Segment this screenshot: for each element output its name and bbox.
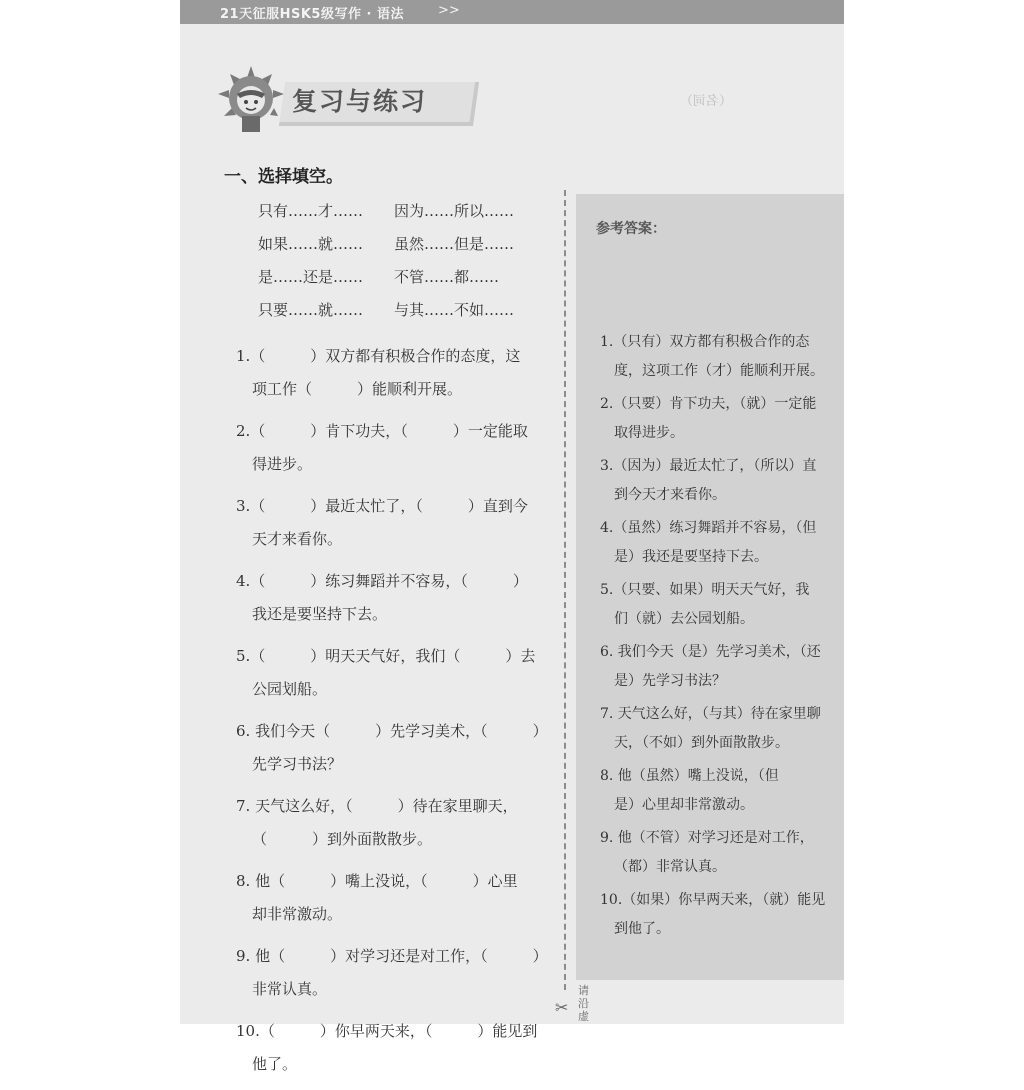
exercise-list	[236, 340, 556, 1090]
exercise-line: 8. 他（ ）嘴上没说，（ ）心里	[236, 872, 518, 890]
answer-line-continued: （都）非常认真。	[614, 859, 726, 875]
book-page	[180, 0, 844, 1073]
exercise-line-continued: 却非常激动。	[252, 905, 343, 923]
exercise-line-continued: 我还是要坚持下去。	[252, 605, 388, 623]
answer-line: 8. 他（虽然）嘴上没说，（但	[600, 768, 779, 784]
exercise-line-continued: 得进步。	[252, 455, 313, 473]
exercise-item	[236, 565, 556, 631]
answer-item	[600, 886, 844, 944]
exercise-line-continued: 项工作（ ）能顺利开展。	[252, 380, 463, 398]
answer-item	[600, 700, 844, 758]
exercise-item	[236, 865, 556, 931]
header-arrows: >>	[438, 3, 460, 18]
exercise-line: 10.（ ）你早两天来，（ ）能见到	[236, 1022, 538, 1040]
conjunction-left: 只要……就……	[258, 301, 364, 319]
answer-line: 7. 天气这么好，（与其）待在家里聊	[600, 706, 821, 722]
answer-line: 6. 我们今天（是）先学习美术，（还	[600, 644, 821, 660]
running-header	[180, 0, 844, 24]
answer-item	[600, 514, 844, 572]
conjunction-left: 如果……就……	[258, 235, 364, 253]
answer-line-continued: 是）心里却非常激动。	[614, 797, 754, 813]
conjunction-row	[258, 200, 558, 233]
answer-line-continued: 天，（不如）到外面散散步。	[614, 735, 789, 751]
answer-line: 10.（如果）你早两天来，（就）能见	[600, 892, 826, 908]
exercise-line: 5.（ ）明天天气好，我们（ ）去	[236, 647, 536, 665]
section-banner	[212, 64, 442, 134]
exercise-line: 7. 天气这么好，（ ）待在家里聊天，	[236, 797, 518, 815]
conjunction-row	[258, 266, 558, 299]
exercise-line-continued: 先学习书法？	[252, 755, 343, 773]
cut-instruction: 请沿虚	[578, 984, 589, 1023]
conjunction-left: 是……还是……	[258, 268, 364, 286]
section-title: 一、选择填空。	[224, 167, 343, 187]
answer-item	[600, 390, 844, 448]
conjunction-right: 与其……不如……	[394, 301, 515, 319]
answer-line-continued: 们（就）去公园划船。	[614, 611, 754, 627]
exercise-item	[236, 340, 556, 406]
answer-line-continued: 取得进步。	[614, 425, 684, 441]
exercise-line: 6. 我们今天（ ）先学习美术，（ ）	[236, 722, 548, 740]
answer-item	[600, 824, 844, 882]
exercise-line: 4.（ ）练习舞蹈并不容易，（ ）	[236, 572, 528, 590]
exercise-line-continued: （ ）到外面散散步。	[252, 830, 433, 848]
answer-line: 1.（只有）双方都有积极合作的态	[600, 334, 810, 350]
exercise-line: 3.（ ）最近太忙了，（ ）直到今	[236, 497, 528, 515]
exercise-line-continued: 非常认真。	[252, 980, 328, 998]
book-title: 21天征服HSK5级写作 · 语法	[220, 7, 404, 22]
exercise-item	[236, 415, 556, 481]
conjunction-right: 虽然……但是……	[394, 235, 515, 253]
answer-line: 5.（只要、如果）明天天气好，我	[600, 582, 810, 598]
answer-item	[600, 576, 844, 634]
answer-line-continued: 是）先学习书法？	[614, 673, 726, 689]
answer-line: 2.（只要）肯下功夫，（就）一定能	[600, 396, 817, 412]
answer-line-continued: 是）我还是要坚持下去。	[614, 549, 768, 565]
answer-line-continued: 到他了。	[614, 921, 670, 937]
dashed-cut-line	[564, 190, 566, 990]
answer-key-panel	[576, 194, 844, 980]
answer-item	[600, 328, 844, 386]
exercise-line-continued: 公园划船。	[252, 680, 328, 698]
exercise-item	[236, 940, 556, 1006]
exercise-item	[236, 490, 556, 556]
answer-line-continued: 度，这项工作（才）能顺利开展。	[614, 363, 824, 379]
exercise-line: 9. 他（ ）对学习还是对工作，（ ）	[236, 947, 548, 965]
exercise-item	[236, 790, 556, 856]
conjunction-left: 只有……才……	[258, 202, 364, 220]
exercise-line-continued: 天才来看你。	[252, 530, 343, 548]
answer-item	[600, 762, 844, 820]
conjunction-row	[258, 299, 558, 332]
conjunction-list	[258, 200, 558, 332]
bleed-through-text: （名词）	[680, 94, 733, 109]
conjunction-right: 不管……都……	[394, 268, 500, 286]
exercise-item	[236, 715, 556, 781]
answer-key-title: 参考答案：	[596, 221, 666, 237]
answer-line: 4.（虽然）练习舞蹈并不容易，（但	[600, 520, 817, 536]
scissors-icon: ✂	[555, 998, 569, 1017]
answer-line: 9. 他（不管）对学习还是对工作，	[600, 830, 814, 846]
exercise-line: 2.（ ）肯下功夫，（ ）一定能取	[236, 422, 528, 440]
banner-title: 复习与练习	[292, 87, 428, 116]
exercise-item	[236, 1015, 556, 1081]
conjunction-row	[258, 233, 558, 266]
exercise-line-continued: 他了。	[252, 1055, 298, 1073]
answer-item	[600, 638, 844, 696]
answer-item	[600, 452, 844, 510]
conjunction-right: 因为……所以……	[394, 202, 515, 220]
exercise-line: 1.（ ）双方都有积极合作的态度，这	[236, 347, 521, 365]
answer-line-continued: 到今天才来看你。	[614, 487, 726, 503]
answer-list	[600, 328, 844, 948]
exercise-item	[236, 640, 556, 706]
answer-line: 3.（因为）最近太忙了，（所以）直	[600, 458, 817, 474]
